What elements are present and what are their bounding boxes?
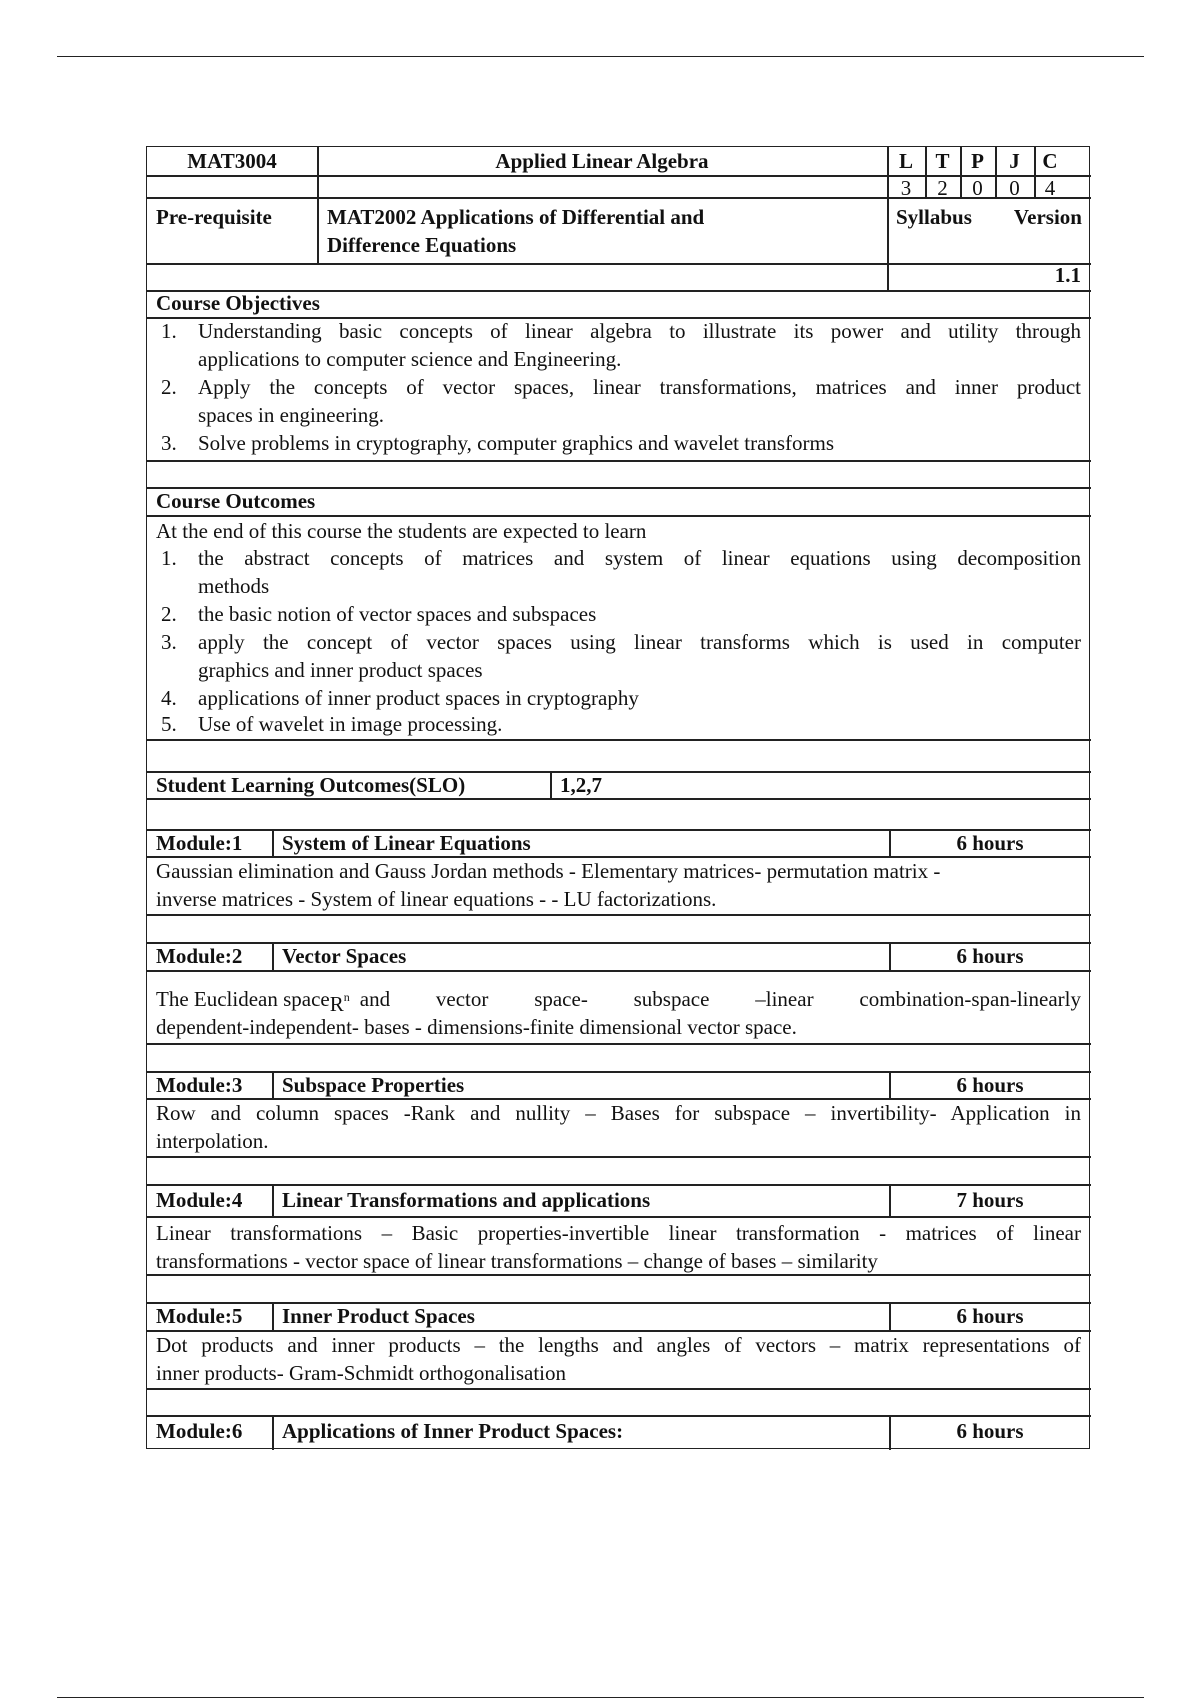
- outcome-num: 4.: [161, 686, 177, 710]
- module-5-id: Module:5: [156, 1304, 243, 1328]
- module-3-desc-line-1: Row and column spaces -Rank and nullity – Bases for subspace – invertibility- Application in: [156, 1101, 1081, 1125]
- ltpjc-value-j: 0: [1009, 176, 1020, 200]
- ltpjc-header-t: T: [935, 149, 950, 173]
- module-5-desc-line-1: Dot products and inner products – the lengths and angles of vectors – matrix representations of: [156, 1333, 1081, 1357]
- module-1-desc-line-2: inverse matrices - System of linear equations - - LU factorizations.: [156, 887, 717, 911]
- grid-line: [147, 1043, 1091, 1045]
- grid-line: [272, 829, 274, 856]
- module-2-hours: 6 hours: [956, 944, 1024, 968]
- module-4-desc-line-2: transformations - vector space of linear transformations – change of bases – similarity: [156, 1249, 878, 1273]
- outcome-3-line-2: graphics and inner product spaces: [198, 658, 483, 682]
- grid-line: [147, 460, 1091, 462]
- outcome-3-line-1: apply the concept of vector spaces using linear transforms which is used in computer: [198, 630, 1081, 654]
- outcomes-intro: At the end of this course the students are expected to learn: [156, 519, 647, 543]
- ltpjc-value-p: 0: [972, 176, 983, 200]
- page-bottom-rule: [57, 1697, 1144, 1698]
- ltpjc-value-t: 2: [937, 176, 948, 200]
- module-5-hours: 6 hours: [956, 1304, 1024, 1328]
- outcome-1-line-2: methods: [198, 574, 270, 598]
- module-4-id: Module:4: [156, 1188, 243, 1212]
- module-3-hours: 6 hours: [956, 1073, 1024, 1097]
- module-6-title: Applications of Inner Product Spaces:: [282, 1419, 624, 1443]
- ltpjc-header-p: P: [971, 149, 984, 173]
- objective-2-line-2: spaces in engineering.: [198, 403, 385, 427]
- module-2-text-b: and vector space- subspace –linear combination-span-linearly: [359, 987, 1081, 1011]
- grid-line: [272, 1415, 274, 1450]
- ltpjc-header-j: J: [1009, 149, 1020, 173]
- module-3-title: Subspace Properties: [282, 1073, 465, 1097]
- module-6-hours: 6 hours: [956, 1419, 1024, 1443]
- ltpjc-value-l: 3: [900, 176, 912, 200]
- module-6-id: Module:6: [156, 1419, 243, 1443]
- syllabus-version-label: Syllabus Version: [896, 205, 1082, 229]
- outcome-5-line-1: Use of wavelet in image processing.: [198, 712, 503, 736]
- module-4-title: Linear Transformations and applications: [282, 1188, 651, 1212]
- objective-1-line-2: applications to computer science and Engineering.: [198, 347, 622, 371]
- outcome-2-line-1: the basic notion of vector spaces and subspaces: [198, 602, 597, 626]
- grid-line: [272, 1071, 274, 1098]
- module-1-title: System of Linear Equations: [282, 831, 531, 855]
- module-1-id: Module:1: [156, 831, 243, 855]
- slo-label: Student Learning Outcomes(SLO): [156, 773, 466, 797]
- module-1-hours: 6 hours: [956, 831, 1024, 855]
- grid-line: [147, 914, 1091, 916]
- objective-2-line-1: Apply the concepts of vector spaces, linear transformations, matrices and inner product: [198, 375, 1081, 399]
- prereq-label: Pre-requisite: [156, 205, 272, 229]
- outcome-num: 3.: [161, 630, 177, 654]
- grid-line: [272, 942, 274, 970]
- prereq-line-2: Difference Equations: [327, 233, 517, 257]
- objective-num: 3.: [161, 431, 177, 455]
- grid-line: [272, 1302, 274, 1330]
- prereq-line-1: MAT2002 Applications of Differential and: [327, 205, 705, 229]
- ltpjc-header-l: L: [898, 149, 913, 173]
- grid-line: [147, 1156, 1091, 1158]
- outcome-num: 1.: [161, 546, 177, 570]
- outcome-1-line-1: the abstract concepts of matrices and system of linear equations using decomposition: [198, 546, 1081, 570]
- course-title: Applied Linear Algebra: [495, 149, 709, 173]
- grid-line: [147, 1388, 1091, 1390]
- ltpjc-value-c: 4: [1044, 176, 1056, 200]
- objective-num: 1.: [161, 319, 177, 343]
- module-1-desc-line-1: Gaussian elimination and Gauss Jordan methods - Elementary matrices- permutation matrix -: [156, 859, 941, 883]
- module-4-hours: 7 hours: [956, 1188, 1024, 1212]
- objective-num: 2.: [161, 375, 177, 399]
- grid-line: [147, 970, 1091, 972]
- grid-line: [272, 1184, 274, 1216]
- module-2-title: Vector Spaces: [282, 944, 407, 968]
- module-5-title: Inner Product Spaces: [282, 1304, 475, 1328]
- grid-line: [550, 771, 552, 798]
- grid-line: [147, 1216, 1091, 1218]
- module-2-text-a: The Euclidean space: [156, 987, 330, 1011]
- module-4-desc-line-1: Linear transformations – Basic properties-invertible linear transformation - matrices of linear: [156, 1221, 1081, 1245]
- objective-1-line-1: Understanding basic concepts of linear algebra to illustrate its power and utility through: [198, 319, 1081, 343]
- outcome-num: 5.: [161, 712, 177, 736]
- module-5-desc-line-2: inner products- Gram-Schmidt orthogonalisation: [156, 1361, 567, 1385]
- module-2-id: Module:2: [156, 944, 243, 968]
- syllabus-table: [146, 146, 1090, 1449]
- course-code: MAT3004: [187, 149, 277, 173]
- module-3-id: Module:3: [156, 1073, 243, 1097]
- grid-line: [147, 739, 1091, 741]
- outcome-num: 2.: [161, 602, 177, 626]
- outcomes-heading: Course Outcomes: [156, 489, 316, 513]
- objective-3-line-1: Solve problems in cryptography, computer graphics and wavelet transforms: [198, 431, 835, 455]
- module-3-desc-line-2: interpolation.: [156, 1129, 269, 1153]
- slo-value: 1,2,7: [560, 773, 602, 797]
- syllabus-version: 1.1: [1054, 263, 1081, 287]
- module-2-desc-line-2: dependent-independent- bases - dimensions-finite dimensional vector space.: [156, 1015, 797, 1039]
- objectives-heading: Course Objectives: [156, 291, 320, 315]
- outcome-4-line-1: applications of inner product spaces in cryptography: [198, 686, 639, 710]
- page-top-rule: [57, 56, 1144, 57]
- euclidean-space-symbol: $R^n$: [329, 990, 350, 1016]
- ltpjc-header-c: C: [1042, 149, 1058, 173]
